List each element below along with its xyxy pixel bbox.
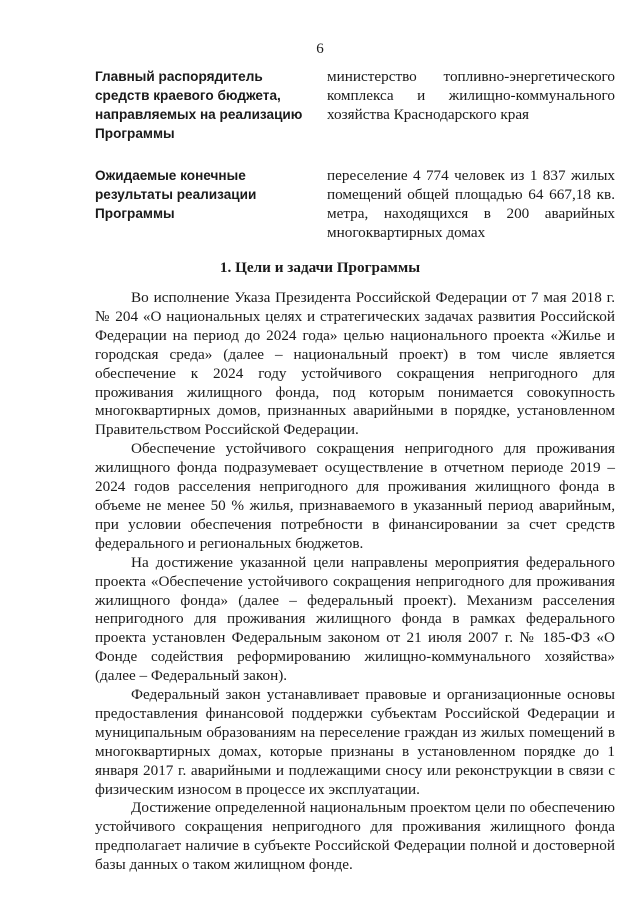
- info-label: Ожидаемые конечные результаты реализации Программы: [95, 168, 257, 221]
- paragraph: Достижение определенной национальным проектом цели по обеспечению устойчивого сокращения непригодного для проживания жилищного фонда предполагает наличие в субъекте Российской Федерации полной и достоверной базы данных о таком жилищном фонде.: [95, 799, 615, 874]
- info-value: министерство топливно-энергетического комплекса и жилищно-коммунального хозяйства Краснодарского края: [327, 68, 615, 123]
- paragraph: На достижение указанной цели направлены мероприятия федерального проекта «Обеспечение устойчивого сокращения непригодного для проживания жилищного фонда» (далее – федеральный проект). Механизм расселения непригодного для проживания жилищного фонда в рамках федерального проекта установлен Федеральным законом от 21 июля 2007 г. № 185-ФЗ «О Фонде содействия реформированию жилищно-коммунального хозяйства» (далее – Федеральный закон).: [95, 553, 615, 685]
- section-heading: 1. Цели и задачи Программы: [219, 259, 421, 276]
- info-value: переселение 4 774 человек из 1 837 жилых помещений общей площадью 64 667,18 кв. метра, находящихся в 200 аварийных многоквартирных домах: [327, 167, 615, 241]
- paragraph: Обеспечение устойчивого сокращения непригодного для проживания жилищного фонда подразумевает осуществление в отчетном периоде 2019 – 2024 годов расселения непригодного для проживания жилищного фонда в объеме не менее 50 % жилья, признаваемого в указанный период аварийным, при условии обеспечения потребности в финансировании за счет средств федерального и региональных бюджетов.: [95, 440, 615, 552]
- info-label: Главный распорядитель средств краевого бюджета, направляемых на реализацию Программы: [95, 69, 303, 141]
- page-number: 6: [316, 41, 324, 57]
- paragraph: Во исполнение Указа Президента Российской Федерации от 7 мая 2018 г. № 204 «О национальных целях и стратегических задачах развития Российской Федерации на период до 2024 года» целью национального проекта «Жилье и городская среда» (далее – национальный проект) в том числе является обеспечение к 2024 году устойчивого сокращения непригодного для проживания жилищного фонда, под которым понимается совокупность многоквартирных домов, признанных аварийными в порядке, установленном Правительством Российской Федерации.: [95, 289, 615, 439]
- paragraph: Федеральный закон устанавливает правовые и организационные основы предоставления финансовой поддержки субъектам Российской Федерации и муниципальным образованиям на переселение граждан из жилых помещений в многоквартирных домах, которые признаны в установленном порядке до 1 января 2017 г. аварийными и подлежащими сносу или реконструкции в связи с физическим износом в процессе их эксплуатации.: [95, 686, 615, 798]
- section-body: [95, 289, 615, 875]
